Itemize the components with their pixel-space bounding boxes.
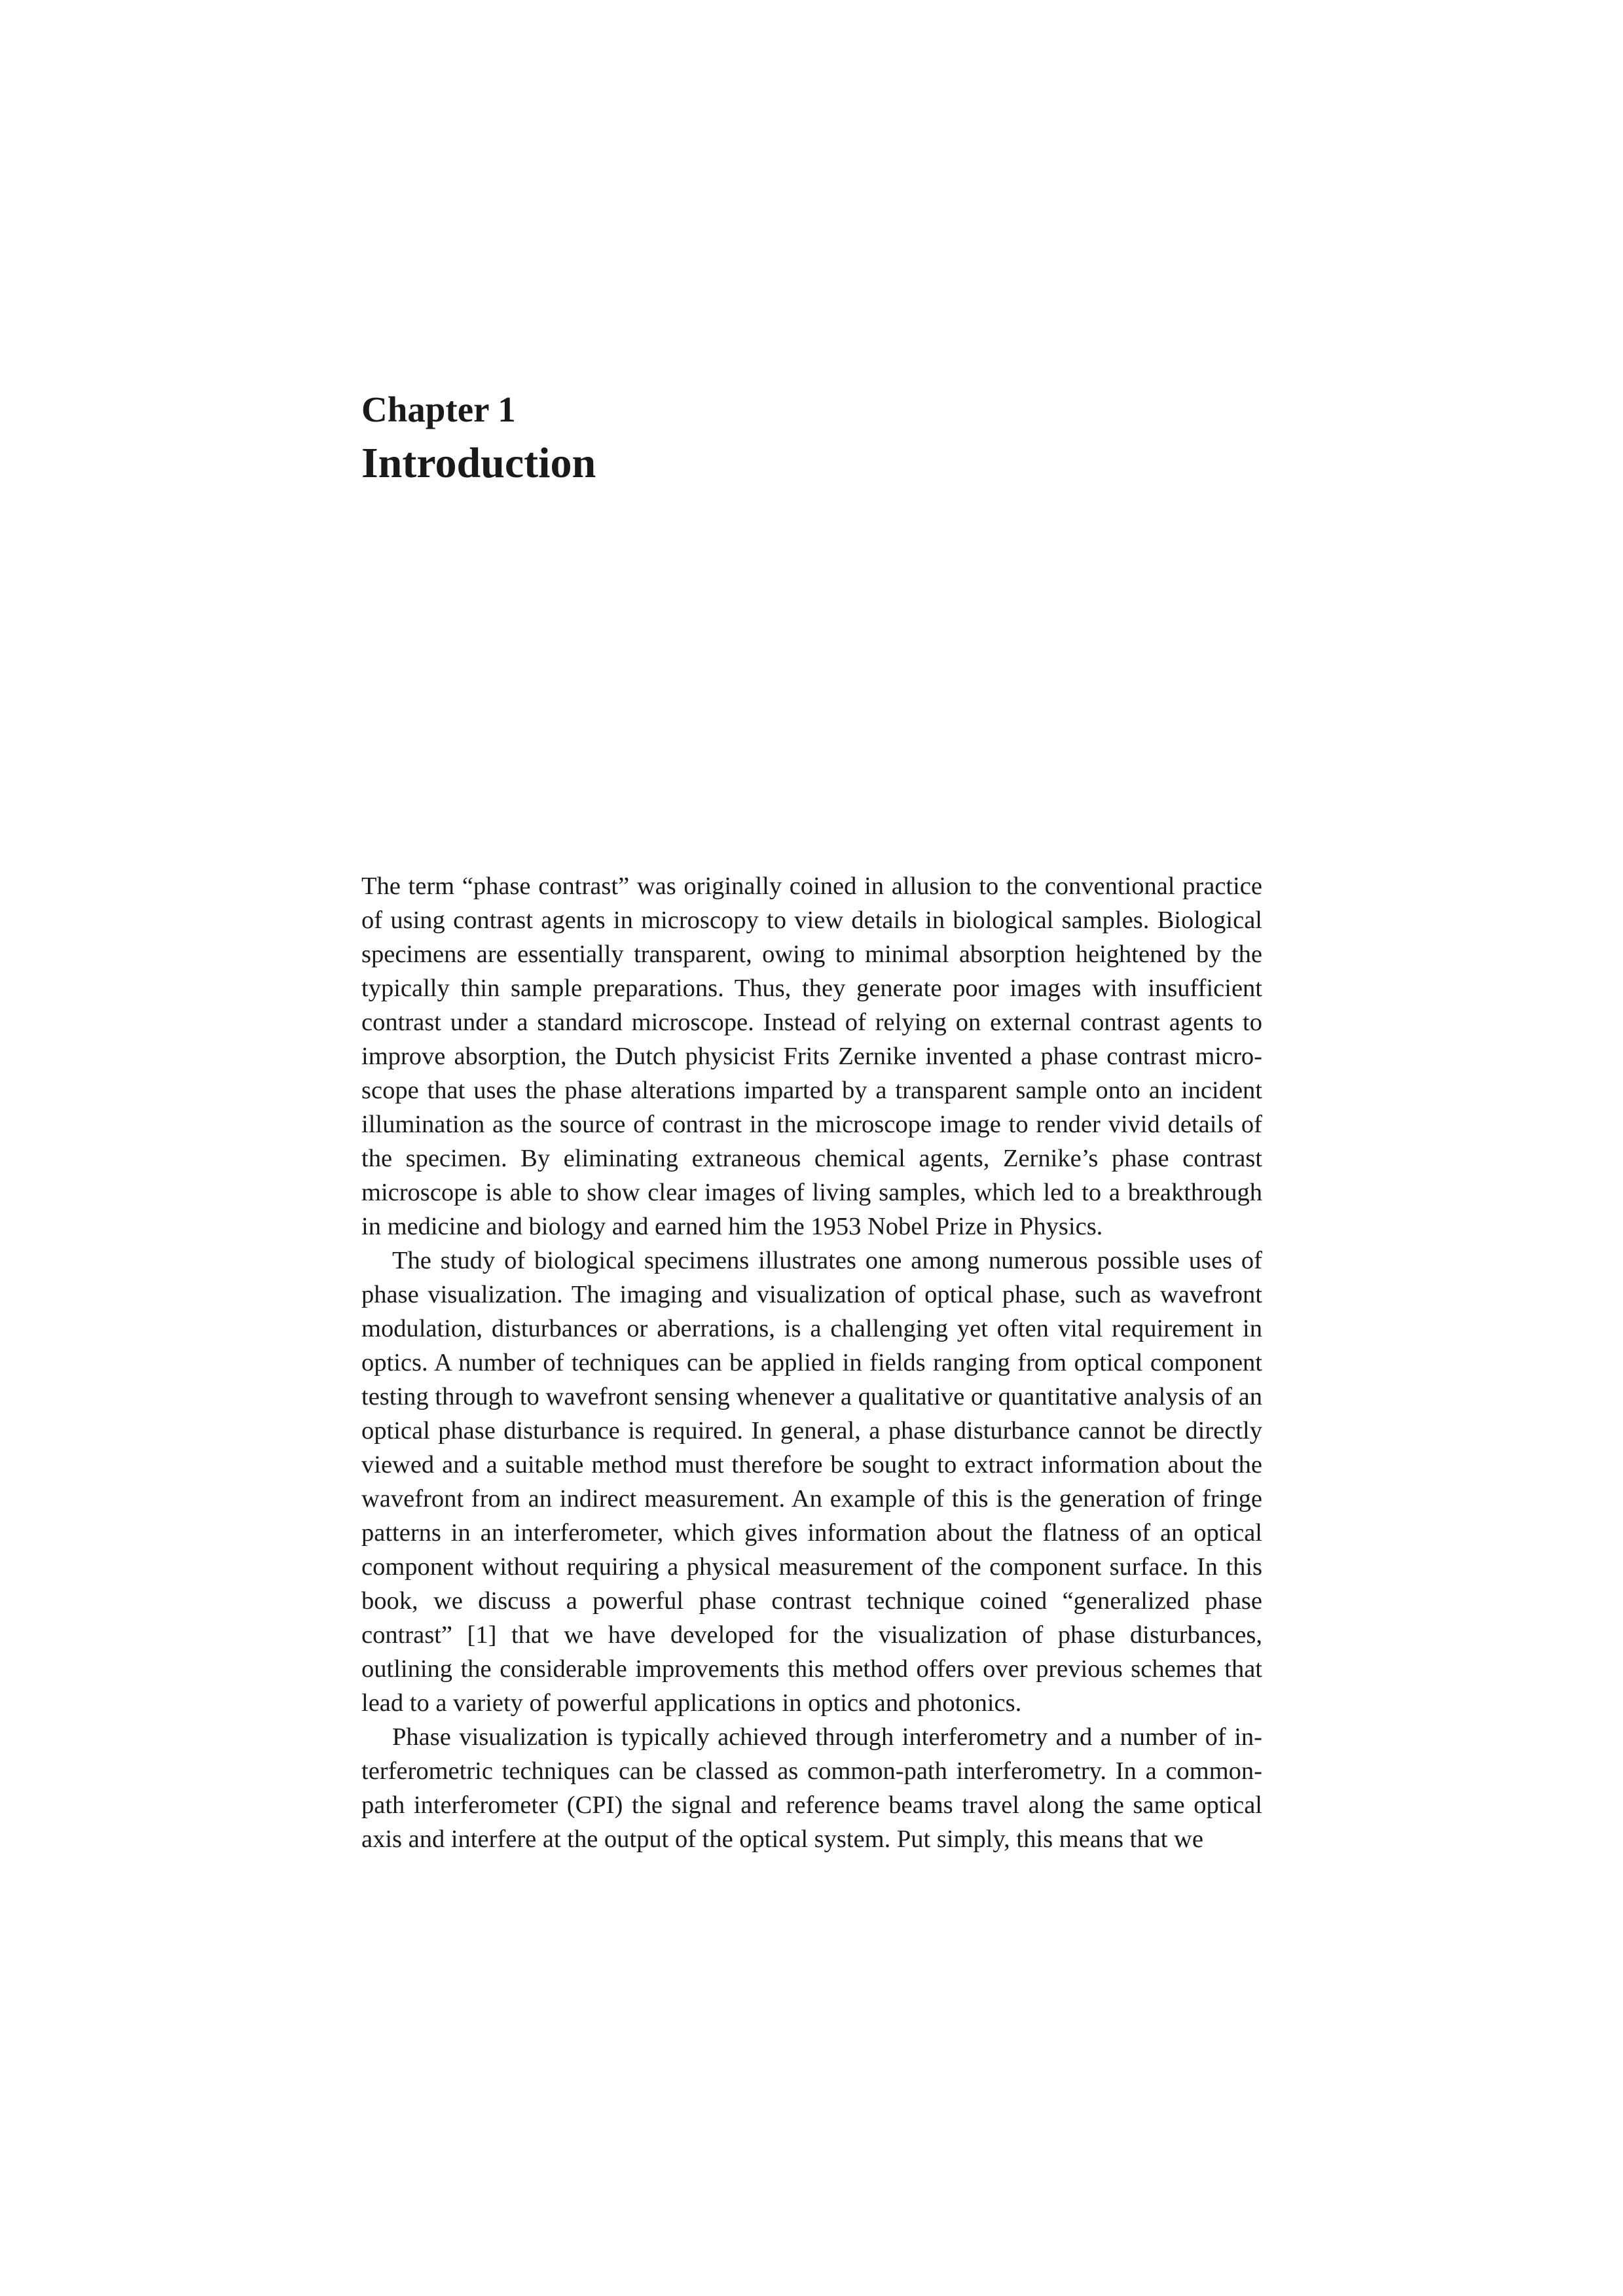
chapter-number: Chapter 1 <box>361 389 516 429</box>
paragraph-3: Phase visualization is typically achieved through interferometry and a number of interferometric techniques can be classed as common-path interferometry. In a common-path interferometer (CPI) the signal and reference beams travel along the same optical axis and interfere at the output of the optical system. Put simply, this means that we <box>361 1723 1262 1853</box>
paragraph-1: The term “phase contrast” was originally coined in allusion to the conventional practice of using contrast agents in microscopy to view details in biological samples. Biological specimens are essentially transparent, owing to minimal absorption heightened by the typically thin sample preparations. Thus, they generate poor images with insufficient contrast under a standard microscope. Instead of relying on external contrast agents to improve absorption, the Dutch physicist Frits Zernike invented a phase contrast microscope that uses the phase alterations imparted by a transparent sample onto an incident illumination as the source of contrast in the microscope image to render vivid details of the specimen. By eliminating extraneous chemical agents, Zernike’s phase contrast microscope is able to show clear images of living samples, which led to a breakthrough in medicine and biology and earned him the 1953 Nobel Prize in Physics. <box>361 872 1262 1240</box>
chapter-title: Introduction <box>361 439 596 487</box>
chapter-body <box>361 869 1262 1856</box>
paragraph-2: The study of biological specimens illustrates one among numerous possible uses of phase visualization. The imaging and visualization of optical phase, such as wavefront modulation, disturbances or aberrations, is a challenging yet often vital requirement in optics. A number of techniques can be applied in fields ranging from optical component testing through to wavefront sensing whenever a qualitative or quantitative analysis of an optical phase disturbance is required. In general, a phase disturbance cannot be directly viewed and a suitable method must therefore be sought to extract information about the wavefront from an indirect measurement. An example of this is the generation of fringe patterns in an interferometer, which gives information about the flatness of an optical component without requiring a physical measurement of the component surface. In this book, we discuss a powerful phase contrast technique coined “generalized phase contrast” [1] that we have developed for the visualization of phase disturbances, outlining the considerable improvements this method offers over previous schemes that lead to a variety of powerful applications in optics and photonics. <box>361 1247 1262 1717</box>
